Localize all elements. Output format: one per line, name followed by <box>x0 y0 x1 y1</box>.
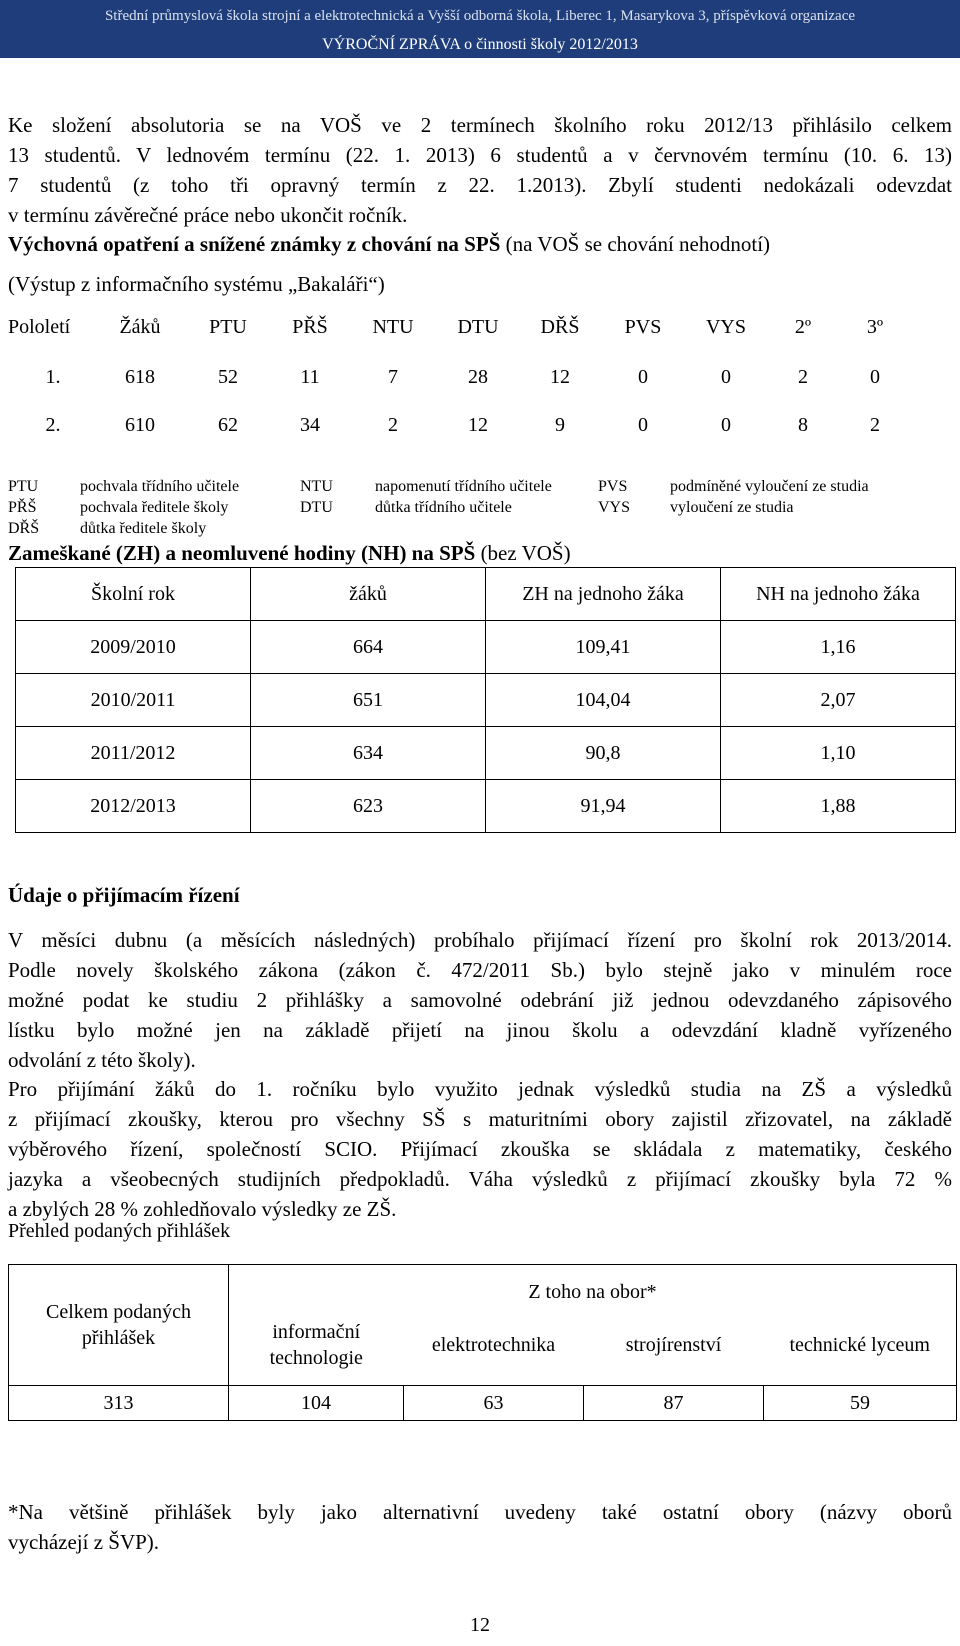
legend-text: napomenutí třídního učitele <box>375 478 552 495</box>
table-cell: 651 <box>251 674 486 727</box>
col-header: DŘŠ <box>540 316 580 338</box>
applications-table <box>8 1264 957 1421</box>
table-cell: 0 <box>638 366 648 388</box>
table-cell: 28 <box>468 366 488 388</box>
table-cell: 2011/2012 <box>16 727 251 780</box>
table-cell: 0 <box>721 366 731 388</box>
applications-title: Přehled podaných přihlášek <box>8 1220 231 1242</box>
table-cell: 1,16 <box>721 621 956 674</box>
admission-heading: Údaje o přijímacím řízení <box>8 883 240 907</box>
footnote-line: *Na většině přihlášek byly jako alternativní uvedeny také ostatní obory (názvy oborů <box>8 1500 952 1524</box>
legend-abbr: DTU <box>300 499 333 516</box>
behavior-heading-rest: (na VOŠ se chování nehodnotí) <box>500 232 771 256</box>
table-row <box>16 780 956 833</box>
absences-heading-rest: (bez VOŠ) <box>475 541 571 565</box>
legend-text: důtka ředitele školy <box>80 520 207 537</box>
col-header: PTU <box>209 316 247 338</box>
table-row <box>16 674 956 727</box>
table-cell: 52 <box>218 366 238 388</box>
table-cell: 0 <box>870 366 880 388</box>
table-cell: 91,94 <box>486 780 721 833</box>
legend-text: pochvala třídního učitele <box>80 478 240 495</box>
table-cell: 0 <box>721 414 731 436</box>
table-cell: 2 <box>870 414 880 436</box>
paragraph-line: možné podat ke studiu 2 přihlášky a samovolné odebrání již jednou odevzdaného zápisového <box>8 988 952 1012</box>
paragraph-line: Ke složení absolutoria se na VOŠ ve 2 termínech školního roku 2012/13 přihlásilo celkem <box>8 113 952 137</box>
table-cell: 104,04 <box>486 674 721 727</box>
paragraph-line: odvolání z této školy). <box>8 1048 196 1072</box>
paragraph-line: jazyka a všeobecných studijních předpokladů. Váha výsledků z přijímací zkoušky byla 72 % <box>8 1167 952 1191</box>
table-cell: 12 <box>468 414 488 436</box>
applications-group-row <box>9 1265 957 1306</box>
applications-values-row <box>9 1386 957 1421</box>
table-row <box>16 621 956 674</box>
table-cell: 8 <box>798 414 808 436</box>
applications-footnote <box>8 1497 952 1557</box>
col-header: DTU <box>457 316 499 338</box>
paragraph-line: a zbylých 28 % zohledňovalo výsledky ze ZŠ. <box>8 1197 397 1221</box>
paragraph-line: 7 studentů (z toho tři opravný termín z 22. 1.2013). Zbylí studenti nedokázali odevzdat <box>8 173 952 197</box>
paragraph-line: v termínu závěrečné práce nebo ukončit ročník. <box>8 203 408 227</box>
table-cell: 2 <box>388 414 398 436</box>
col-header: PVS <box>624 316 662 338</box>
paragraph-line: 13 studentů. V lednovém termínu (22. 1. 2013) 6 studentů a v červnovém termínu (10. 6. 13) <box>8 143 952 167</box>
paragraph-line: výběrového řízení, společností SCIO. Přijímací zkouška se skládala z matematiky, českého <box>8 1137 952 1161</box>
field-header: elektrotechnika <box>404 1305 584 1386</box>
behavior-table <box>8 312 928 442</box>
table-cell: 1. <box>45 366 61 388</box>
legend-text: podmíněné vyloučení ze studia <box>670 478 869 495</box>
table-cell: 1,88 <box>721 780 956 833</box>
behavior-row <box>8 362 928 392</box>
legend-abbr: DŘŠ <box>8 520 40 537</box>
absences-header-row <box>16 568 956 621</box>
legend-abbr: PVS <box>598 478 628 495</box>
table-cell: 34 <box>300 414 320 436</box>
table-cell: 623 <box>251 780 486 833</box>
table-cell: 87 <box>584 1386 764 1421</box>
footnote-line: vycházejí z ŠVP). <box>8 1530 160 1554</box>
paragraph-line: z přijímací zkoušky, kterou pro všechny SŠ s maturitními obory zajistil zřizovatel, na základě <box>8 1107 952 1131</box>
legend-abbr: PŘŠ <box>8 499 37 516</box>
total-header: Celkem podaných přihlášek <box>9 1265 229 1386</box>
table-cell: 1,10 <box>721 727 956 780</box>
table-cell: 109,41 <box>486 621 721 674</box>
paragraph-line: Podle novely školského zákona (zákon č. 472/2011 Sb.) bylo stejně jako v minulém roce <box>8 958 952 982</box>
legend-abbr: VYS <box>598 499 631 516</box>
field-header: informační technologie <box>229 1305 404 1386</box>
absolutorium-paragraph <box>8 110 952 230</box>
legend-abbr: NTU <box>300 478 333 495</box>
table-cell: 11 <box>300 366 320 388</box>
table-cell: 618 <box>125 366 155 388</box>
col-header: PŘŠ <box>292 316 328 338</box>
legend-abbr: PTU <box>8 478 39 495</box>
table-cell: 62 <box>218 414 238 436</box>
col-header: 2º <box>794 316 812 338</box>
table-cell: 0 <box>638 414 648 436</box>
field-header: strojírenství <box>584 1305 764 1386</box>
table-cell: 9 <box>555 414 565 436</box>
table-cell: 2. <box>45 414 61 436</box>
table-cell: 12 <box>550 366 570 388</box>
col-header: NH na jednoho žáka <box>721 568 956 621</box>
col-header: 3º <box>866 316 884 338</box>
behavior-source: (Výstup z informačního systému „Bakaláři“) <box>8 272 385 296</box>
admission-paragraph-2 <box>8 1074 952 1224</box>
group-header: Z toho na obor* <box>229 1265 957 1306</box>
table-cell: 63 <box>404 1386 584 1421</box>
paragraph-line: Pro přijímání žáků do 1. ročníku bylo využito jednak výsledků studia na ZŠ a výsledků <box>8 1077 952 1101</box>
table-cell: 2 <box>798 366 808 388</box>
admission-paragraph-1 <box>8 925 952 1075</box>
page-number: 12 <box>470 1614 490 1636</box>
paragraph-line: lístku bylo možné jen na základě přijetí na jinou školu a odevzdání kladně vyřízeného <box>8 1018 952 1042</box>
absences-heading <box>8 541 571 566</box>
absences-table <box>15 567 956 833</box>
behavior-heading <box>8 232 770 257</box>
school-name-header: Střední průmyslová škola strojní a elektrotechnická a Vyšší odborná škola, Liberec 1, Masarykova 3, příspěvková organizace <box>0 0 960 32</box>
col-header: VYS <box>705 316 746 338</box>
table-cell: 59 <box>764 1386 957 1421</box>
col-header: ZH na jednoho žáka <box>486 568 721 621</box>
table-cell: 90,8 <box>486 727 721 780</box>
behavior-header-row <box>8 312 928 342</box>
legend-text: vyloučení ze studia <box>670 499 794 516</box>
col-header: NTU <box>372 316 414 338</box>
report-title-header: VÝROČNÍ ZPRÁVA o činnosti školy 2012/2013 <box>0 32 960 58</box>
table-cell: 634 <box>251 727 486 780</box>
col-header: Pololetí <box>8 316 71 338</box>
legend-text: pochvala ředitele školy <box>80 499 229 516</box>
table-cell: 2012/2013 <box>16 780 251 833</box>
behavior-heading-bold: Výchovná opatření a snížené známky z chování na SPŠ <box>8 232 501 256</box>
table-cell: 2010/2011 <box>16 674 251 727</box>
table-cell: 610 <box>125 414 155 436</box>
col-header: Školní rok <box>16 568 251 621</box>
table-cell: 7 <box>388 366 398 388</box>
field-header: technické lyceum <box>764 1305 957 1386</box>
table-cell: 664 <box>251 621 486 674</box>
table-cell: 104 <box>229 1386 404 1421</box>
col-header: Žáků <box>119 316 161 338</box>
legend-text: důtka třídního učitele <box>375 499 512 516</box>
paragraph-line: V měsíci dubnu (a měsících následných) probíhalo přijímací řízení pro školní rok 2013/2014. <box>8 928 952 952</box>
col-header: žáků <box>251 568 486 621</box>
table-cell: 2009/2010 <box>16 621 251 674</box>
table-row <box>16 727 956 780</box>
table-cell: 2,07 <box>721 674 956 727</box>
behavior-row <box>8 410 928 440</box>
table-cell: 313 <box>9 1386 229 1421</box>
absences-heading-bold: Zameškané (ZH) a neomluvené hodiny (NH) na SPŠ <box>8 541 476 565</box>
